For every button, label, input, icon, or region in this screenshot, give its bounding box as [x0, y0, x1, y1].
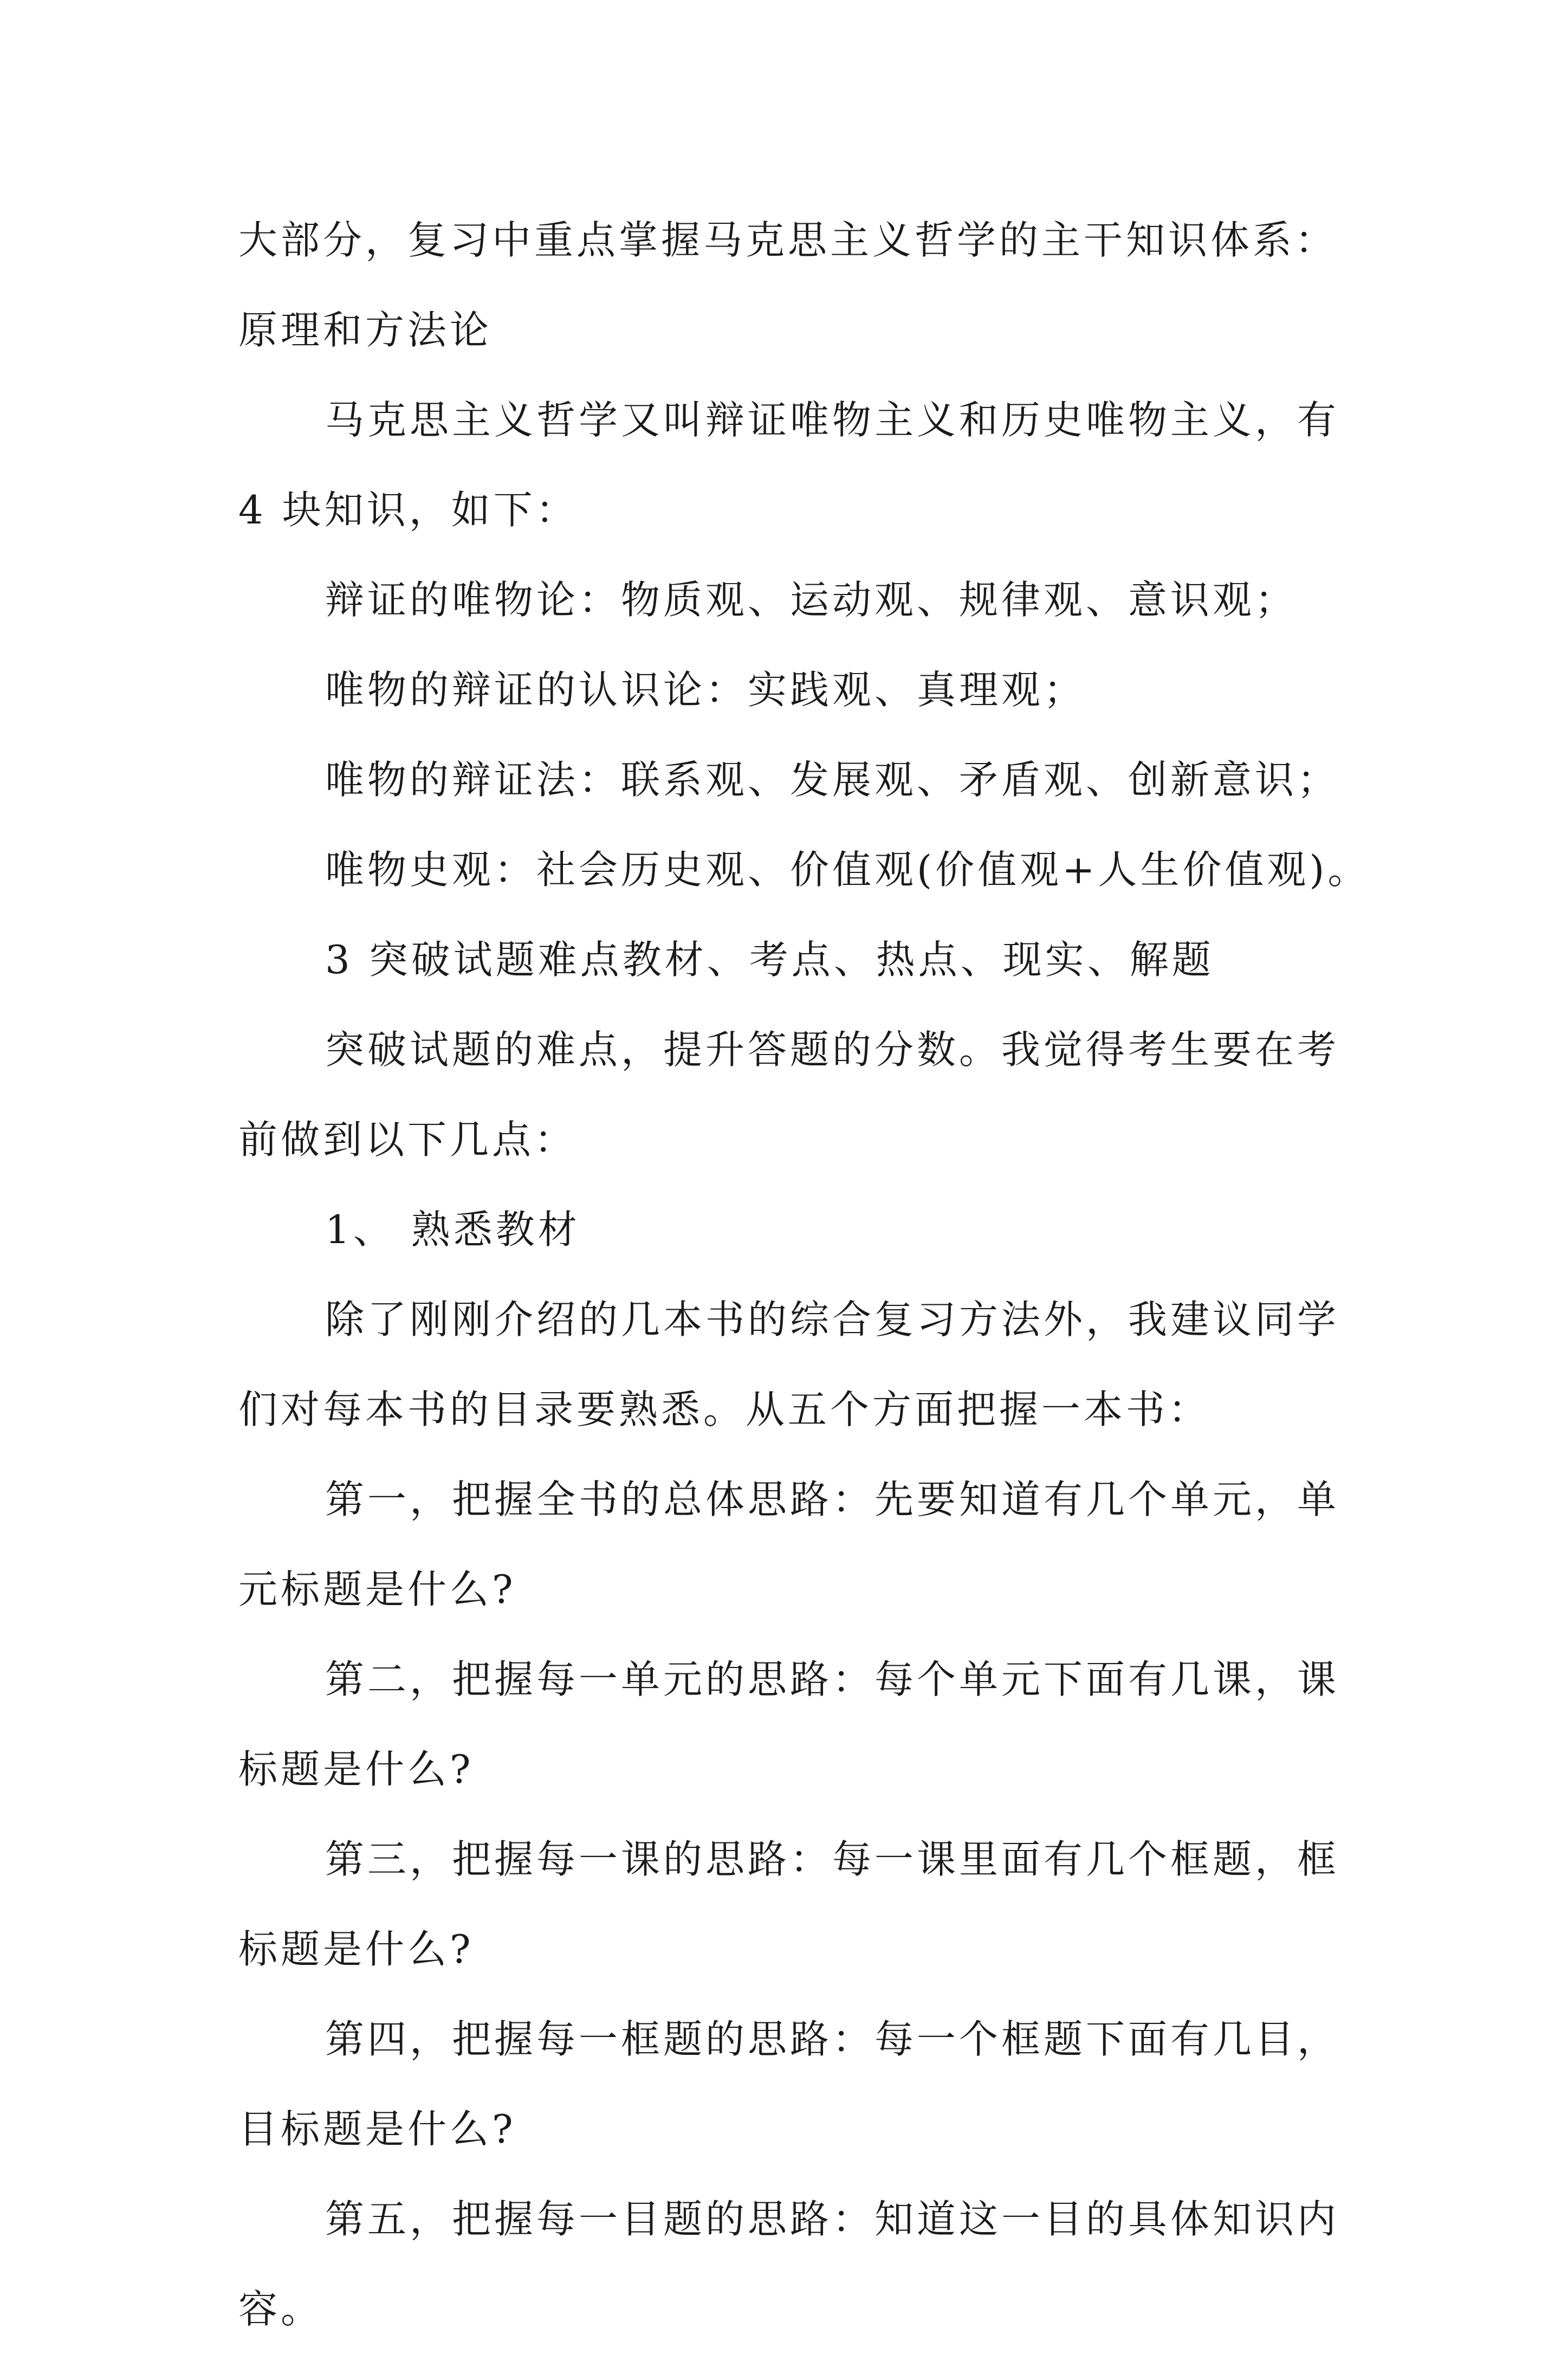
text-line: 大部分，复习中重点掌握马克思主义哲学的主干知识体系： — [238, 217, 1338, 263]
text-line: 除了刚刚介绍的几本书的综合复习方法外，我建议同学 — [325, 1297, 1340, 1342]
text-line: 目标题是什么? — [238, 2106, 516, 2152]
text-line: 唯物的辩证法：联系观、发展观、矛盾观、创新意识； — [325, 757, 1340, 803]
text-line: 第二，把握每一单元的思路：每个单元下面有几课，课 — [325, 1657, 1340, 1702]
text-line: 马克思主义哲学又叫辩证唯物主义和历史唯物主义，有 — [325, 397, 1340, 443]
document-body — [238, 195, 1370, 2354]
text-line: 突破试题的难点，提升答题的分数。我觉得考生要在考 — [325, 1027, 1340, 1072]
text-line: 第四，把握每一框题的思路：每一个框题下面有几目， — [325, 2016, 1340, 2062]
list-heading: 1、 熟悉教材 — [325, 1207, 580, 1252]
text-line: 元标题是什么? — [238, 1567, 516, 1612]
text-line: 唯物的辩证的认识论：实践观、真理观； — [325, 667, 1086, 713]
text-line: 第一，把握全书的总体思路：先要知道有几个单元，单 — [325, 1477, 1340, 1522]
text-line: 标题是什么? — [238, 1747, 474, 1792]
text-line: 前做到以下几点： — [238, 1117, 577, 1162]
text-line: 唯物史观：社会历史观、价值观(价值观+人生价值观)。 — [325, 847, 1370, 893]
text-line: 原理和方法论 — [238, 307, 493, 353]
section-heading: 3 突破试题难点教材、考点、热点、现实、解题 — [325, 937, 1214, 982]
text-line: 第三，把握每一课的思路：每一课里面有几个框题，框 — [325, 1836, 1340, 1882]
text-line: 标题是什么? — [238, 1926, 474, 1972]
text-line: 4 块知识，如下： — [238, 487, 578, 533]
text-line: 第五，把握每一目题的思路：知道这一目的具体知识内 — [325, 2196, 1340, 2242]
text-line: 们对每本书的目录要熟悉。从五个方面把握一本书： — [238, 1387, 1211, 1432]
text-line: 辩证的唯物论：物质观、运动观、规律观、意识观； — [325, 577, 1298, 623]
text-line: 容。 — [238, 2286, 323, 2332]
